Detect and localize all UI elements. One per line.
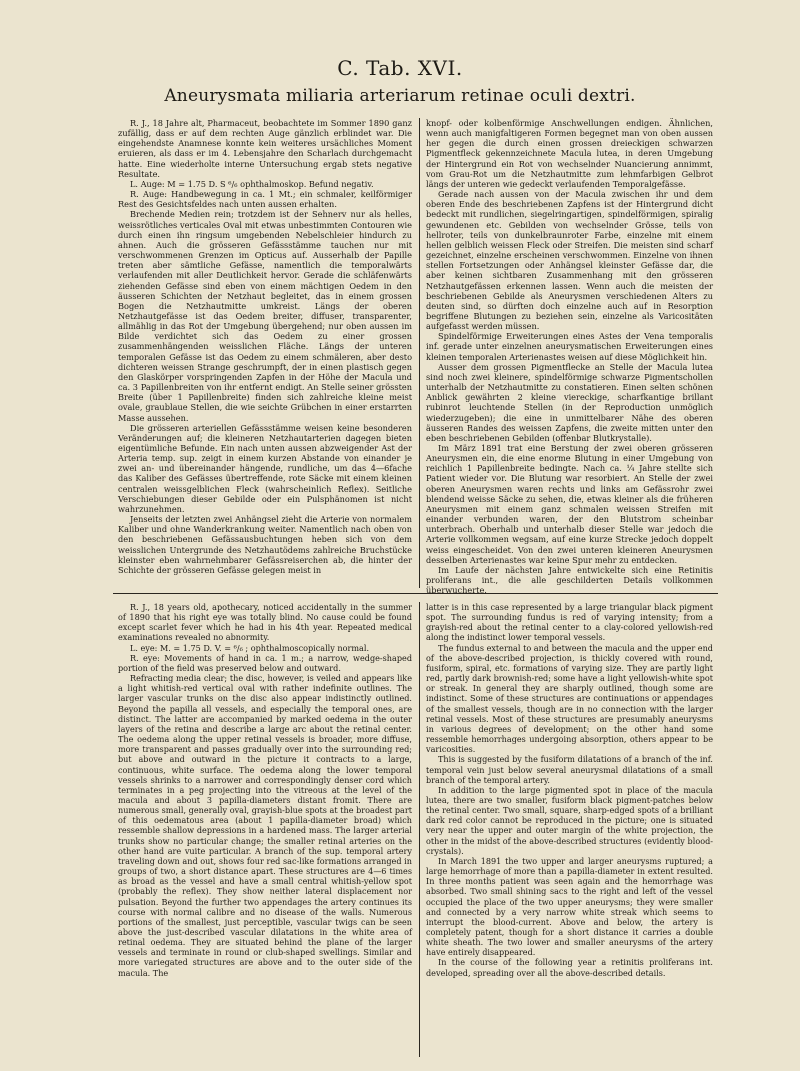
plate-title: Aneurysmata miliaria arteriarum retinae oculi dextri. [164, 86, 636, 106]
paragraph: Spindelförmige Erweiterungen eines Astes der Vena temporalis inf. gerade unter einzelnen aneurysmatischen Erweiterungen eines kleinen temporalen Arterienastes weisen auf diese Möglichkeit hin. [426, 331, 713, 362]
paragraph: Brechende Medien rein; trotzdem ist der Sehnerv nur als helles, weissrötliches verticales Oval mit etwas unbestimmten Contouren wie durch einen ihn ringsum umgebenden Nebelschleier hindurch zu ahnen. Auch die grösseren Gefässstämme tauchen nur mit verschwommenen Grenzen im Opticus auf. Ausserhalb der Papille treten aber sämtliche Gefässe, namentlich die temporalwärts verlaufenden mit aller Deutlichkeit hervor. Gerade die schläfenwärts ziehenden Gefässe sind eben von einem mächtigen Oedem in den äusseren Schichten der Netzhaut begleitet, das in einem grossen Bogen die Netzhautmitte umkreist. Längs der oberen Netzhautgefässe ist das Oedem breiter, diffuser, transparenter, allmählig in das Rot der Umgebung übergehend; nur oben aussen im Bilde verdichtet sich das Oedem zu einer grossen zusammenhängenden weisslichen Fläche. Längs der unteren temporalen Gefässe ist das Oedem zu einem schmäleren, aber desto dichteren weissen Strange geschrumpft, der in einen plastisch gegen den Glaskörper vorspringenden Zapfen in der Höhe der Macula und ca. 3 Papillenbreiten von ihr entfernt endigt. An Stelle seiner grössten Breite (über 1 Papillenbreite) finden sich zahlreiche kleine meist ovale, graublaue Stellen, die wie seichte Grübchen in einer erstarrten Masse aussehen. [118, 209, 412, 423]
paragraph: Ausser dem grossen Pigmentflecke an Stelle der Macula lutea sind noch zwei kleinere, spindelförmige schwarze Pigmentschollen unterhalb der Netzhautmitte zu constatieren. Einen selten schönen Anblick gewährten 2 kleine viereckige, scharfkantige brillant rubinrot leuchtende Stellen (in der Reproduction unmöglich wiederzugeben); die eine in unmittelbarer Nähe des oberen äusseren Randes des weissen Zapfens, die zweite mitten unter den eben beschriebenen Gebilden (offenbar Blutkrystalle). [426, 361, 713, 443]
paragraph: Im März 1891 trat eine Berstung der zwei oberen grösseren Aneurysmen ein, die eine enorme Blutung in einer Umgebung von reichlich 1 Papillenbreite bedingte. Nach ca. ¼ Jahre stellte sich Patient wieder vor. Die Blutung war resorbiert. An Stelle der zwei oberen Aneurysmen waren rechts und links am Gefässrohr zwei blendend weisse Säcke zu sehen, die, etwas kleiner als die früheren Aneurysmen mit einem ganz schmalen weissen Streifen mit einander verbunden waren, der den Blutstrom scheinbar unterbrach. Oberhalb und unterhalb dieser Stelle war jedoch die Arterie vollkommen wegsam, auf eine kurze Strecke jedoch doppelt weiss eingescheidet. Von den zwei unteren kleineren Aneurysmen desselben Arterienastes war keine Spur mehr zu entdecken. [426, 443, 713, 565]
column-divider [419, 602, 420, 1057]
paragraph: In addition to the large pigmented spot in place of the macula lutea, there are two smaller, fusiform black pigment-patches below the retinal center. Two small, square, sharp-edged spots of a brilliant dark red color cannot be reproduced in the picture; one is situated very near the upper and outer margin of the white projection, the other in the midst of the above-described structures (evidently blood-crystals). [426, 784, 713, 856]
paragraph: R. J., 18 years old, apothecary, noticed accidentally in the summer of 1890 that his right eye was totally blind. No cause could be found except scarlet fever which he had in his 4th year. Repeated medical examinations revealed no abnormity. [118, 602, 412, 643]
german-text-right-column [426, 118, 713, 596]
paragraph: In the course of the following year a retinitis proliferans int. developed, spreading over all the above-described details. [426, 957, 713, 978]
plate-header [0, 56, 800, 107]
paragraph: R. eye: Movements of hand in ca. 1 m.; a narrow, wedge-shaped portion of the field was preserved below and outward. [118, 652, 412, 673]
paragraph: Die grösseren arteriellen Gefässstämme weisen keine besonderen Veränderungen auf; die kleineren Netzhautarterien dagegen bieten eigentümliche Befunde. Ein nach unten aussen abzweigender Ast der Arteria temp. sup. zeigt in einem kurzen Abstande von einander je zwei an- und übereinander hängende, rundliche, um das 4—6fache das Kaliber des Gefässes übertreffende, rote Säcke mit einem kleinen centralen weissgelblichen Fleck (wahrscheinlich Reflex). Seitliche Verschiebungen dieser Gebilde oder ein Pulsphänomen ist nicht wahrzunehmen. [118, 422, 412, 514]
plate-number: C. Tab. XVI. [337, 56, 463, 80]
paragraph: R. J., 18 Jahre alt, Pharmaceut, beobachtete im Sommer 1890 ganz zufällig, dass er auf dem rechten Auge gänzlich erblindet war. Die eingehendste Anamnese konnte kein weiteres ursächliches Moment eruieren, als dass er im 4. Lebensjahre den Scharlach durchgemacht hatte. Eine wiederholte interne Untersuchung ergab stets negative Resultate. [118, 118, 412, 179]
paragraph: Gerade nach aussen von der Macula zwischen ihr und dem oberen Ende des beschriebenen Zapfens ist der Hintergrund dicht bedeckt mit rundlichen, siegelringartigen, spindelförmigen, spiralig gewundenen etc. Gebilden von wechselnder Grösse, teils von hellroter, teils von dunkelbraunroter Farbe, einzelne mit einem hellen gelblich weissen Fleck oder Streifen. Die meisten sind scharf gezeichnet, einzelne erscheinen verschwommen. Einzelne von ihnen stellen Fortsetzungen oder Anhängsel kleinster Gefässe dar, die aber keinen sichtbaren Zusammenhang mit den grösseren Netzhautgefässen erkennen lassen. Wenn auch die meisten der beschriebenen Gebilde als Aneurysmen verschiedenen Alters zu deuten sind, so dürften doch einzelne auch auf in Resorption begriffene Blutungen zu beziehen sein, einzelne als Varicositäten aufgefasst werden müssen. [426, 189, 713, 332]
paragraph: Refracting media clear; the disc, however, is veiled and appears like a light whitish-red vertical oval with rather indefinite outlines. The larger vascular trunks on the disc also appear indistinctly outlined. Beyond the papilla all vessels, and especially the temporal ones, are distinct. The latter are accompanied by marked oedema in the outer layers of the retina and describe a large arc about the retinal center. The oedema along the upper retinal vessels is broader, more diffuse, more transparent and passes gradually over into the surrounding red; but above and outward in the picture it contracts to a large, continuous, white surface. The oedema along the lower temporal vessels shrinks to a narrower and correspondingly denser cord which terminates in a peg projecting into the vitreous at the level of the macula and about 3 papilla-diameters distant fromit. There are numerous small, generally oval, grayish-blue spots at the broadest part of this oedematous area (about 1 papilla-diameter broad) which ressemble shallow depressions in a hardened mass. The larger arterial trunks show no particular change; the smaller retinal arteries on the other hand are vuite particular. A branch of the sup. temporal artery traveling down and out, shows four red sac-like formations arranged in groups of two, a short distance apart. These structures are 4—6 times as broad as the vessel and have a small central whitish-yellow spot (probably the reflex). They show neither lateral displacement nor pulsation. Beyond the further two appendages the artery continues its course with normal calibre and no disease of the walls. Numerous portions of the smallest, just perceptible, vascular twigs can be seen above the just-described vascular dilatations in the white area of retinal oedema. They are situated behind the plane of the larger vessels and terminate in round or club-shaped swellings. Similar and more variegated structures are above and to the outer side of the macula. The [118, 673, 412, 978]
german-text-left-column [118, 118, 412, 588]
paragraph: Jenseits der letzten zwei Anhängsel zieht die Arterie von normalem Kaliber und ohne Wanderkrankung weiter. Namentlich nach oben von den beschriebenen Gefässausbuchtungen heben sich von dem weisslichen Untergrunde des Netzhautödems zahlreiche Bruchstücke kleinster eben wahrnehmbarer Gefässreiserchen ab, die hinter der Schichte der grösseren Gefässe gelegen meist in [118, 514, 412, 575]
paragraph: In March 1891 the two upper and larger aneurysms ruptured; a large hemorrhage of more than a papilla-diameter in extent resulted. In three months patient was seen again and the hemorrhage was absorbed. Two small shining sacs to the right and left of the vessel occupied the place of the two upper aneurysms; they were smaller and connected by a very narrow white streak which seems to interrupt the blood-current. Above and below, the artery is completely patent, though for a short distance it carries a double white sheath. The two lower and smaller aneurysms of the artery have entirely disappeared. [426, 855, 713, 958]
section-divider [113, 593, 718, 594]
paragraph: latter is in this case represented by a large triangular black pigment spot. The surrounding fundus is red of varying intensity; from a grayish-red about the retinal center to a clay-colored yellowish-red along the indistinct lower temporal vessels. [426, 602, 713, 643]
english-text-left-column [118, 602, 412, 1062]
english-text-right-column [426, 602, 713, 1062]
paragraph: L. Auge: M = 1.75 D. S ⁶/₆ ophthalmoskop. Befund negativ. [130, 178, 374, 189]
paragraph: R. Auge: Handbewegung in ca. 1 Mt.; ein schmaler, keilförmiger Rest des Gesichtsfeldes nach unten aussen erhalten. [118, 189, 412, 210]
column-divider [419, 118, 420, 588]
paragraph: Im Laufe der nächsten Jahre entwickelte sich eine Retinitis proliferans int., die alle geschilderten Details vollkommen überwucherte. [426, 564, 713, 596]
paragraph: The fundus external to and between the macula and the upper end of the above-described projection, is thickly covered with round, fusiform, spiral, etc. formations of varying size. They are partly light red, partly dark brownish-red; some have a light yellowish-white spot or streak. In general they are sharply outlined, though some are indistinct. Some of these structures are continuations or appendages of the smallest vessels, though are in no connection with the larger retinal vessels. Most of these structures are presumably aneurysms in various degrees of development; on the other hand some ressemble hemorrhages undergoing absorption, others appear to be varicosities. [426, 642, 713, 755]
paragraph: L. eye: M. = 1.75 D. V. = ⁶/₆ ; ophthalmoscopically normal. [130, 642, 370, 653]
paragraph: knopf- oder kolbenförmige Anschwellungen endigen. Ähnlichen, wenn auch manigfaltigeren Formen begegnet man von oben aussen her gegen die durch einen grossen dreieckigen schwarzen Pigmentfleck gekennzeichnete Macula lutea, in deren Umgebung der Hintergrund ein Rot von wechselnder Nuancierung annimmt, vom Grau-Rot um die Netzhautmitte zum lehmfarbigen Gelbrot längs der unteren wie gedeckt verlaufenden Temporalgefässe. [426, 118, 713, 189]
paragraph: This is suggested by the fusiform dilatations of a branch of the inf. temporal vein just below several aneurysmal dilatations of a small branch of the temporal artery. [426, 754, 713, 785]
